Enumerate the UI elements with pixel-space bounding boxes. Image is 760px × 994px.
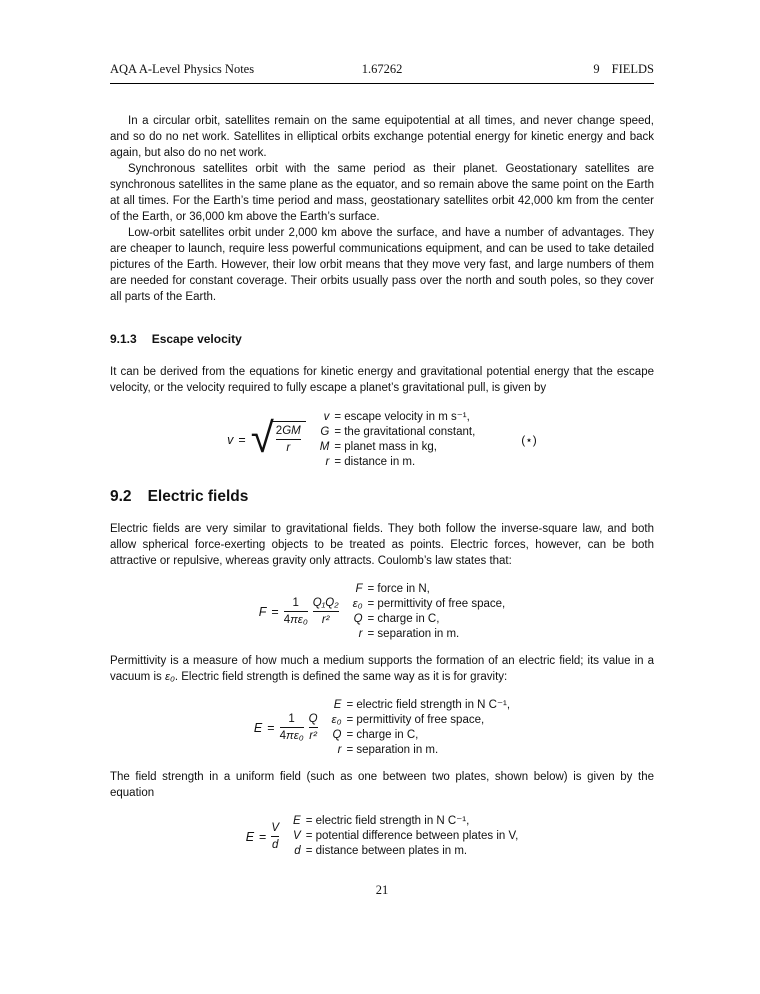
denominator-coefficient: 4 <box>279 730 286 742</box>
paragraph-permittivity <box>110 653 654 685</box>
legend-desc: = permittivity of free space, <box>346 714 485 726</box>
fraction-bar <box>309 727 318 728</box>
legend-var: E <box>293 815 301 827</box>
page-header <box>110 62 654 84</box>
legend-desc: = electric field strength in N C⁻¹, <box>346 699 511 711</box>
fraction <box>271 822 279 852</box>
equals-sign: = <box>271 605 279 619</box>
fraction-bar <box>284 611 308 612</box>
header-section-number: 9 <box>593 62 600 76</box>
denominator-coefficient: 4 <box>283 614 291 626</box>
legend-desc: = planet mass in kg, <box>334 441 437 453</box>
legend-desc: = charge in C, <box>346 729 419 741</box>
fraction-bar <box>271 836 279 837</box>
equation-uniform-field <box>110 814 654 859</box>
fraction <box>280 713 304 743</box>
fraction <box>276 425 301 455</box>
legend-var: Q <box>332 729 342 741</box>
page-number: 21 <box>375 883 389 897</box>
numerator-coefficient: 2 <box>275 425 283 437</box>
fraction <box>284 597 308 627</box>
header-center-number: 1.67262 <box>361 62 403 76</box>
legend-var: ε₀ <box>331 714 342 726</box>
fraction-bar <box>280 727 304 728</box>
epsilon-zero-symbol: ε₀ <box>164 671 175 683</box>
legend-var: r <box>325 456 330 468</box>
legend-var: M <box>319 441 330 453</box>
subsection-heading-escape-velocity <box>110 331 654 347</box>
legend-desc: = escape velocity in m s⁻¹, <box>334 411 470 423</box>
numerator-variables: GM <box>282 425 301 437</box>
legend-desc: = permittivity of free space, <box>367 598 506 610</box>
formula-lhs: v <box>227 433 234 447</box>
square-root <box>250 414 306 461</box>
paragraph-escape-velocity-intro: It can be derived from the equations for kinetic energy and gravitational potential energy that the escape velocity, or the velocity required to fully escape a planet’s gravitational pull, is given by <box>110 366 654 394</box>
fraction-numerator: Q₁Q₂ <box>312 597 339 609</box>
formula-escape-velocity <box>227 414 306 461</box>
legend-desc: = distance between plates in m. <box>305 845 468 857</box>
fraction-denominator: d <box>271 838 279 851</box>
formula-lhs: E <box>245 829 255 844</box>
radicand <box>272 421 306 455</box>
radical-sign-icon: √ <box>250 414 274 461</box>
paragraph-electric-fields-intro: Electric fields are very similar to gravitational fields. They both follow the inverse-square law, and both allow spherical force-exerting objects to be treated as points. Electric forces, however, can be both attractive or repulsive, whereas gravity only attracts. Coulomb’s law states that: <box>110 523 654 567</box>
header-left-title: AQA A-Level Physics Notes <box>110 62 255 76</box>
equation-electric-field-strength <box>110 698 654 758</box>
legend-desc: = distance in m. <box>334 456 416 468</box>
fraction-denominator <box>284 614 308 627</box>
legend-var: d <box>294 845 301 857</box>
equation-tag-star: (⋆) <box>521 433 537 447</box>
legend-desc: = the gravitational constant, <box>334 426 476 438</box>
fraction-denominator <box>280 730 304 743</box>
legend-desc: = separation in m. <box>346 744 439 756</box>
equals-sign: = <box>267 721 275 735</box>
section-heading-electric-fields <box>110 489 654 505</box>
formula-electric-field-strength <box>254 713 318 743</box>
formula-lhs: E <box>253 721 263 735</box>
fraction-denominator: r <box>286 442 291 454</box>
fraction-numerator <box>276 425 301 438</box>
paragraph-circular-orbit: In a circular orbit, satellites remain on the same equipotential at all times, and never change speed, and so do no net work. Satellites in elliptical orbits exchange potential energy for kinetic energy and back again, but also do no net work. <box>110 115 654 159</box>
formula-uniform-field <box>246 822 279 852</box>
legend-var: ε₀ <box>352 598 363 610</box>
equation-coulombs-law <box>110 582 654 642</box>
paragraph-synchronous-satellites: Synchronous satellites orbit with the same period as their planet. Geostationary satellites are synchronous satellites in the same plane as the equator, and so remain above the same point on the Earth at all times. For the Earth’s time period and mass, geostationary satellites orbit 42,000 km from the center of the Earth, or 36,000 km above the Earth’s surface. <box>110 163 654 223</box>
fraction-bar <box>313 611 339 612</box>
equation-legend <box>353 582 506 642</box>
permittivity-text-pre: Permittivity is a measure of how much a medium supports the formation of an electric field; its value in a vacuum is <box>110 655 654 683</box>
fraction-numerator: V <box>271 821 280 834</box>
formula-lhs: F <box>258 605 267 619</box>
fraction-numerator: 1 <box>292 597 299 609</box>
fraction <box>309 713 318 743</box>
fraction-bar <box>276 439 301 440</box>
legend-desc: = force in N, <box>367 583 430 595</box>
heading-title: Escape velocity <box>151 332 242 346</box>
equation-legend <box>332 698 511 758</box>
denominator-variables: πε₀ <box>285 730 304 742</box>
heading-title: Electric fields <box>147 488 249 505</box>
fraction <box>313 597 339 627</box>
permittivity-text-post: . Electric field strength is defined the same way as it is for gravity: <box>174 671 508 683</box>
equation-legend <box>293 814 518 859</box>
legend-desc: = separation in m. <box>367 628 460 640</box>
fraction-numerator: 1 <box>288 713 295 725</box>
legend-desc: = electric field strength in N C⁻¹, <box>305 815 470 827</box>
equals-sign: = <box>238 433 246 447</box>
equation-legend <box>320 410 476 470</box>
denominator-variables: πε₀ <box>290 614 308 626</box>
header-section-ref <box>593 62 654 77</box>
formula-coulombs-law <box>259 597 339 627</box>
legend-var: r <box>358 628 363 640</box>
legend-desc: = potential difference between plates in V, <box>305 830 519 842</box>
legend-var: Q <box>353 613 363 625</box>
header-section-title: FIELDS <box>611 62 654 76</box>
fraction-denominator: r² <box>321 614 330 626</box>
legend-var: E <box>333 699 342 711</box>
paragraph-low-orbit: Low-orbit satellites orbit under 2,000 km above the surface, and have a number of advantages. They are cheaper to launch, require less powerful communications equipment, and can be used to take detailed pictures of the Earth. However, their low orbit means that they move very fast, and large numbers of them are needed for constant coverage. Their orbits usually pass over the north and south poles, so they cover all parts of the Earth. <box>110 227 654 303</box>
heading-number: 9.2 <box>110 488 132 505</box>
legend-desc: = charge in C, <box>367 613 440 625</box>
legend-var: v <box>323 411 330 423</box>
fraction-denominator: r² <box>309 730 317 742</box>
heading-number: 9.1.3 <box>110 332 137 346</box>
equals-sign: = <box>259 829 267 844</box>
paragraph-uniform-field: The field strength in a uniform field (such as one between two plates, shown below) is given by the equation <box>110 771 654 799</box>
fraction-numerator: Q <box>308 713 318 725</box>
equation-escape-velocity <box>110 410 654 470</box>
legend-var: r <box>337 744 342 756</box>
legend-var: F <box>355 583 363 595</box>
legend-var: G <box>320 426 330 438</box>
legend-var: V <box>293 830 301 842</box>
